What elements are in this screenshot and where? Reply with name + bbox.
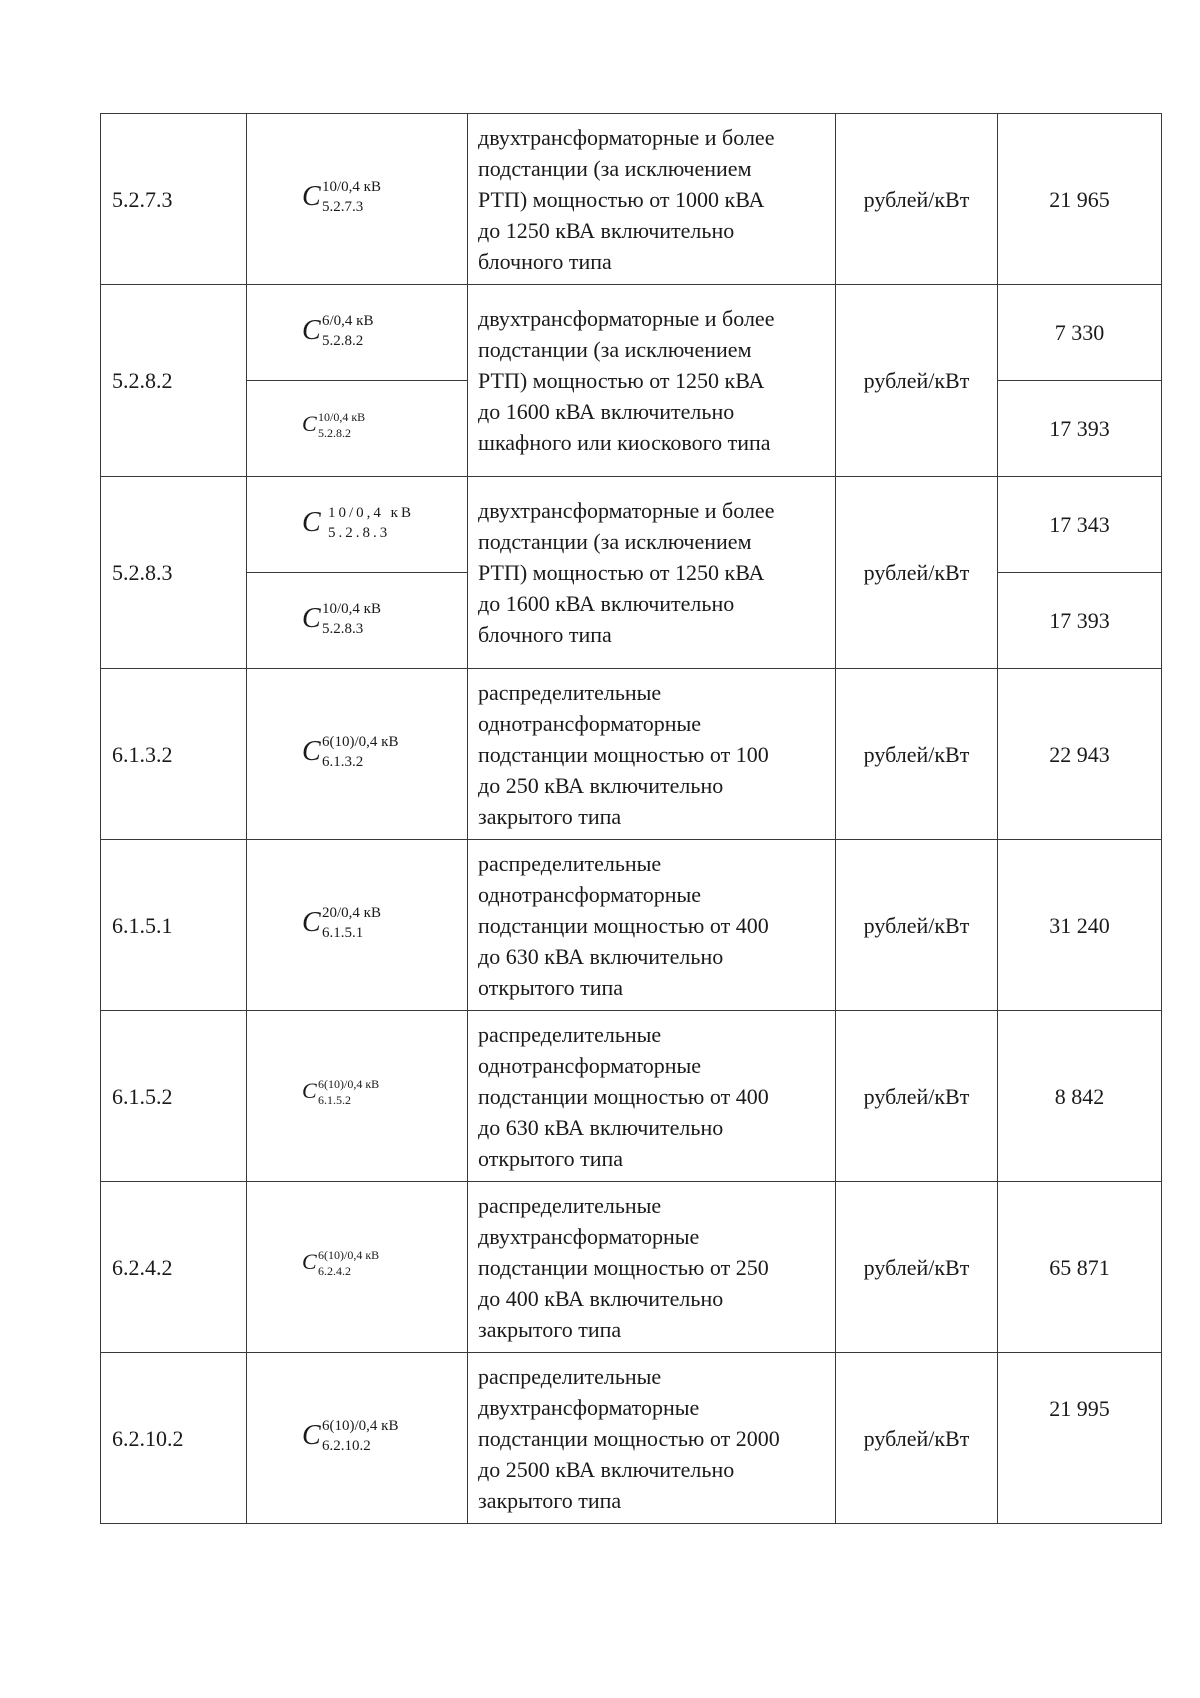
rate-symbol-cell <box>247 114 468 285</box>
description-line: распределительные <box>478 1363 662 1389</box>
rate-symbol: C 10/0,4 кВ 5.2.8.2 <box>302 409 366 440</box>
row-unit: рублей/кВт <box>836 1353 998 1524</box>
table-row <box>101 114 1162 285</box>
row-code: 5.2.7.3 <box>101 114 247 285</box>
description-line: до 1600 кВА включительно <box>478 399 735 424</box>
row-description <box>468 1182 836 1353</box>
description-line: до 1250 кВА включительно <box>478 217 735 243</box>
description-line: распределительные <box>478 1192 662 1218</box>
rate-symbol-subscript: 6.2.10.2 <box>322 1438 371 1454</box>
description-line: до 250 кВА включительно <box>478 772 724 798</box>
row-unit: рублей/кВт <box>836 1011 998 1182</box>
rate-symbol-cell <box>247 285 468 381</box>
table-row <box>101 285 1162 381</box>
row-unit: рублей/кВт <box>836 669 998 840</box>
row-value: 21 965 <box>998 114 1162 285</box>
description-line: блочного типа <box>478 622 612 647</box>
description-line: блочного типа <box>478 248 612 274</box>
description-line: РТП) мощностью от 1250 кВА <box>478 368 765 393</box>
rate-symbol: C 6(10)/0,4 кВ 6.1.5.2 <box>302 1077 380 1107</box>
rate-symbol-subscript: 5.2.8.2 <box>318 425 351 440</box>
rate-symbol-superscript: 6(10)/0,4 кВ <box>322 734 399 750</box>
row-code: 6.2.4.2 <box>101 1182 247 1353</box>
row-value: 17 343 <box>998 477 1162 573</box>
row-value: 17 393 <box>998 381 1162 477</box>
rate-symbol-subscript: 5.2.8.3 <box>322 620 364 637</box>
row-code: 6.1.3.2 <box>101 669 247 840</box>
row-description <box>468 477 836 669</box>
table-row <box>101 1353 1162 1524</box>
tariff-table <box>100 113 1162 1524</box>
description-line: однотрансформаторные <box>478 1052 702 1078</box>
rate-symbol-subscript: 6.1.5.2 <box>318 1093 351 1107</box>
rate-symbol-subscript: 5.2.7.3 <box>322 199 364 215</box>
row-value: 21 995 <box>998 1353 1162 1524</box>
description-line: двухтрансформаторные и более <box>478 306 775 331</box>
rate-symbol-cell <box>247 477 468 573</box>
row-description <box>468 285 836 477</box>
description-line: распределительные <box>478 679 662 705</box>
description-line: закрытого типа <box>478 1487 622 1513</box>
row-code: 6.1.5.1 <box>101 840 247 1011</box>
rate-symbol-cell <box>247 1353 468 1524</box>
rate-symbol-superscript: 6(10)/0,4 кВ <box>318 1077 380 1091</box>
description-line: двухтрансформаторные и более <box>478 124 775 150</box>
row-value: 22 943 <box>998 669 1162 840</box>
table-row <box>101 669 1162 840</box>
rate-symbol: C 6(10)/0,4 кВ 6.2.10.2 <box>302 1418 399 1454</box>
row-value: 7 330 <box>998 285 1162 381</box>
rate-symbol: C 20/0,4 кВ 6.1.5.1 <box>302 905 381 941</box>
rate-symbol-superscript: 10/0,4 кВ <box>322 600 381 617</box>
description-line: подстанции мощностью от 250 <box>478 1254 769 1280</box>
description-line: РТП) мощностью от 1000 кВА <box>478 186 765 212</box>
rate-symbol-superscript: 6(10)/0,4 кВ <box>322 1418 399 1434</box>
rate-symbol-superscript: 6(10)/0,4 кВ <box>318 1248 380 1262</box>
description-line: РТП) мощностью от 1250 кВА <box>478 560 765 585</box>
description-line: подстанции мощностью от 400 <box>478 1083 769 1109</box>
row-code: 5.2.8.3 <box>101 477 247 669</box>
description-line: подстанции мощностью от 100 <box>478 741 769 767</box>
rate-symbol-superscript: 10/0,4 кВ <box>318 409 366 424</box>
row-unit: рублей/кВт <box>836 477 998 669</box>
description-line: до 1600 кВА включительно <box>478 591 735 616</box>
row-code: 6.2.10.2 <box>101 1353 247 1524</box>
rate-symbol-superscript: 20/0,4 кВ <box>322 905 381 921</box>
description-line: до 2500 кВА включительно <box>478 1456 735 1482</box>
rate-symbol-superscript: 10/0,4 кВ <box>328 504 414 521</box>
description-line: до 400 кВА включительно <box>478 1285 724 1311</box>
row-description <box>468 1353 836 1524</box>
description-line: подстанции (за исключением <box>478 529 752 554</box>
rate-symbol: C 10/0,4 кВ 5.2.8.3 <box>302 504 414 541</box>
row-code: 5.2.8.2 <box>101 285 247 477</box>
rate-symbol-cell <box>247 573 468 669</box>
description-line: подстанции (за исключением <box>478 155 752 181</box>
description-line: двухтрансформаторные <box>478 1394 700 1420</box>
table-row <box>101 1011 1162 1182</box>
description-line: распределительные <box>478 850 662 876</box>
rate-symbol-superscript: 10/0,4 кВ <box>322 179 381 195</box>
rate-symbol-subscript: 6.1.3.2 <box>322 754 364 770</box>
rate-symbol-cell <box>247 1011 468 1182</box>
table-row <box>101 840 1162 1011</box>
description-line: однотрансформаторные <box>478 710 702 736</box>
table-row <box>101 1182 1162 1353</box>
row-description <box>468 840 836 1011</box>
description-line: до 630 кВА включительно <box>478 1114 724 1140</box>
description-line: однотрансформаторные <box>478 881 702 907</box>
description-line: двухтрансформаторные <box>478 1223 700 1249</box>
rate-symbol: C 6(10)/0,4 кВ 6.2.4.2 <box>302 1248 380 1278</box>
description-line: закрытого типа <box>478 803 622 829</box>
description-line: открытого типа <box>478 974 624 1000</box>
row-description <box>468 1011 836 1182</box>
description-line: до 630 кВА включительно <box>478 943 724 969</box>
row-value: 31 240 <box>998 840 1162 1011</box>
rate-symbol-subscript: 6.1.5.1 <box>322 925 364 941</box>
description-line: распределительные <box>478 1021 662 1047</box>
description-line: подстанции (за исключением <box>478 337 752 362</box>
rate-symbol: C 10/0,4 кВ 5.2.7.3 <box>302 179 381 215</box>
row-unit: рублей/кВт <box>836 1182 998 1353</box>
rate-symbol-cell <box>247 840 468 1011</box>
rate-symbol: C 6(10)/0,4 кВ 6.1.3.2 <box>302 734 399 770</box>
rate-symbol-subscript: 5.2.8.2 <box>322 332 364 349</box>
row-unit: рублей/кВт <box>836 285 998 477</box>
description-line: двухтрансформаторные и более <box>478 498 775 523</box>
row-code: 6.1.5.2 <box>101 1011 247 1182</box>
row-description <box>468 669 836 840</box>
rate-symbol-cell <box>247 669 468 840</box>
rate-symbol-cell <box>247 1182 468 1353</box>
rate-symbol: C 10/0,4 кВ 5.2.8.3 <box>302 600 381 637</box>
description-line: закрытого типа <box>478 1316 622 1342</box>
row-value: 17 393 <box>998 573 1162 669</box>
description-line: шкафного или киоскового типа <box>478 430 771 455</box>
rate-symbol-subscript: 5.2.8.3 <box>328 524 391 541</box>
rate-symbol-subscript: 6.2.4.2 <box>318 1264 351 1278</box>
description-line: подстанции мощностью от 400 <box>478 912 769 938</box>
row-unit: рублей/кВт <box>836 114 998 285</box>
row-description <box>468 114 836 285</box>
row-unit: рублей/кВт <box>836 840 998 1011</box>
table-row <box>101 477 1162 573</box>
rate-symbol-cell <box>247 381 468 477</box>
row-value: 8 842 <box>998 1011 1162 1182</box>
rate-symbol: C 6/0,4 кВ 5.2.8.2 <box>302 312 374 349</box>
row-value: 65 871 <box>998 1182 1162 1353</box>
description-line: подстанции мощностью от 2000 <box>478 1425 780 1451</box>
rate-symbol-superscript: 6/0,4 кВ <box>322 312 374 329</box>
description-line: открытого типа <box>478 1145 624 1171</box>
